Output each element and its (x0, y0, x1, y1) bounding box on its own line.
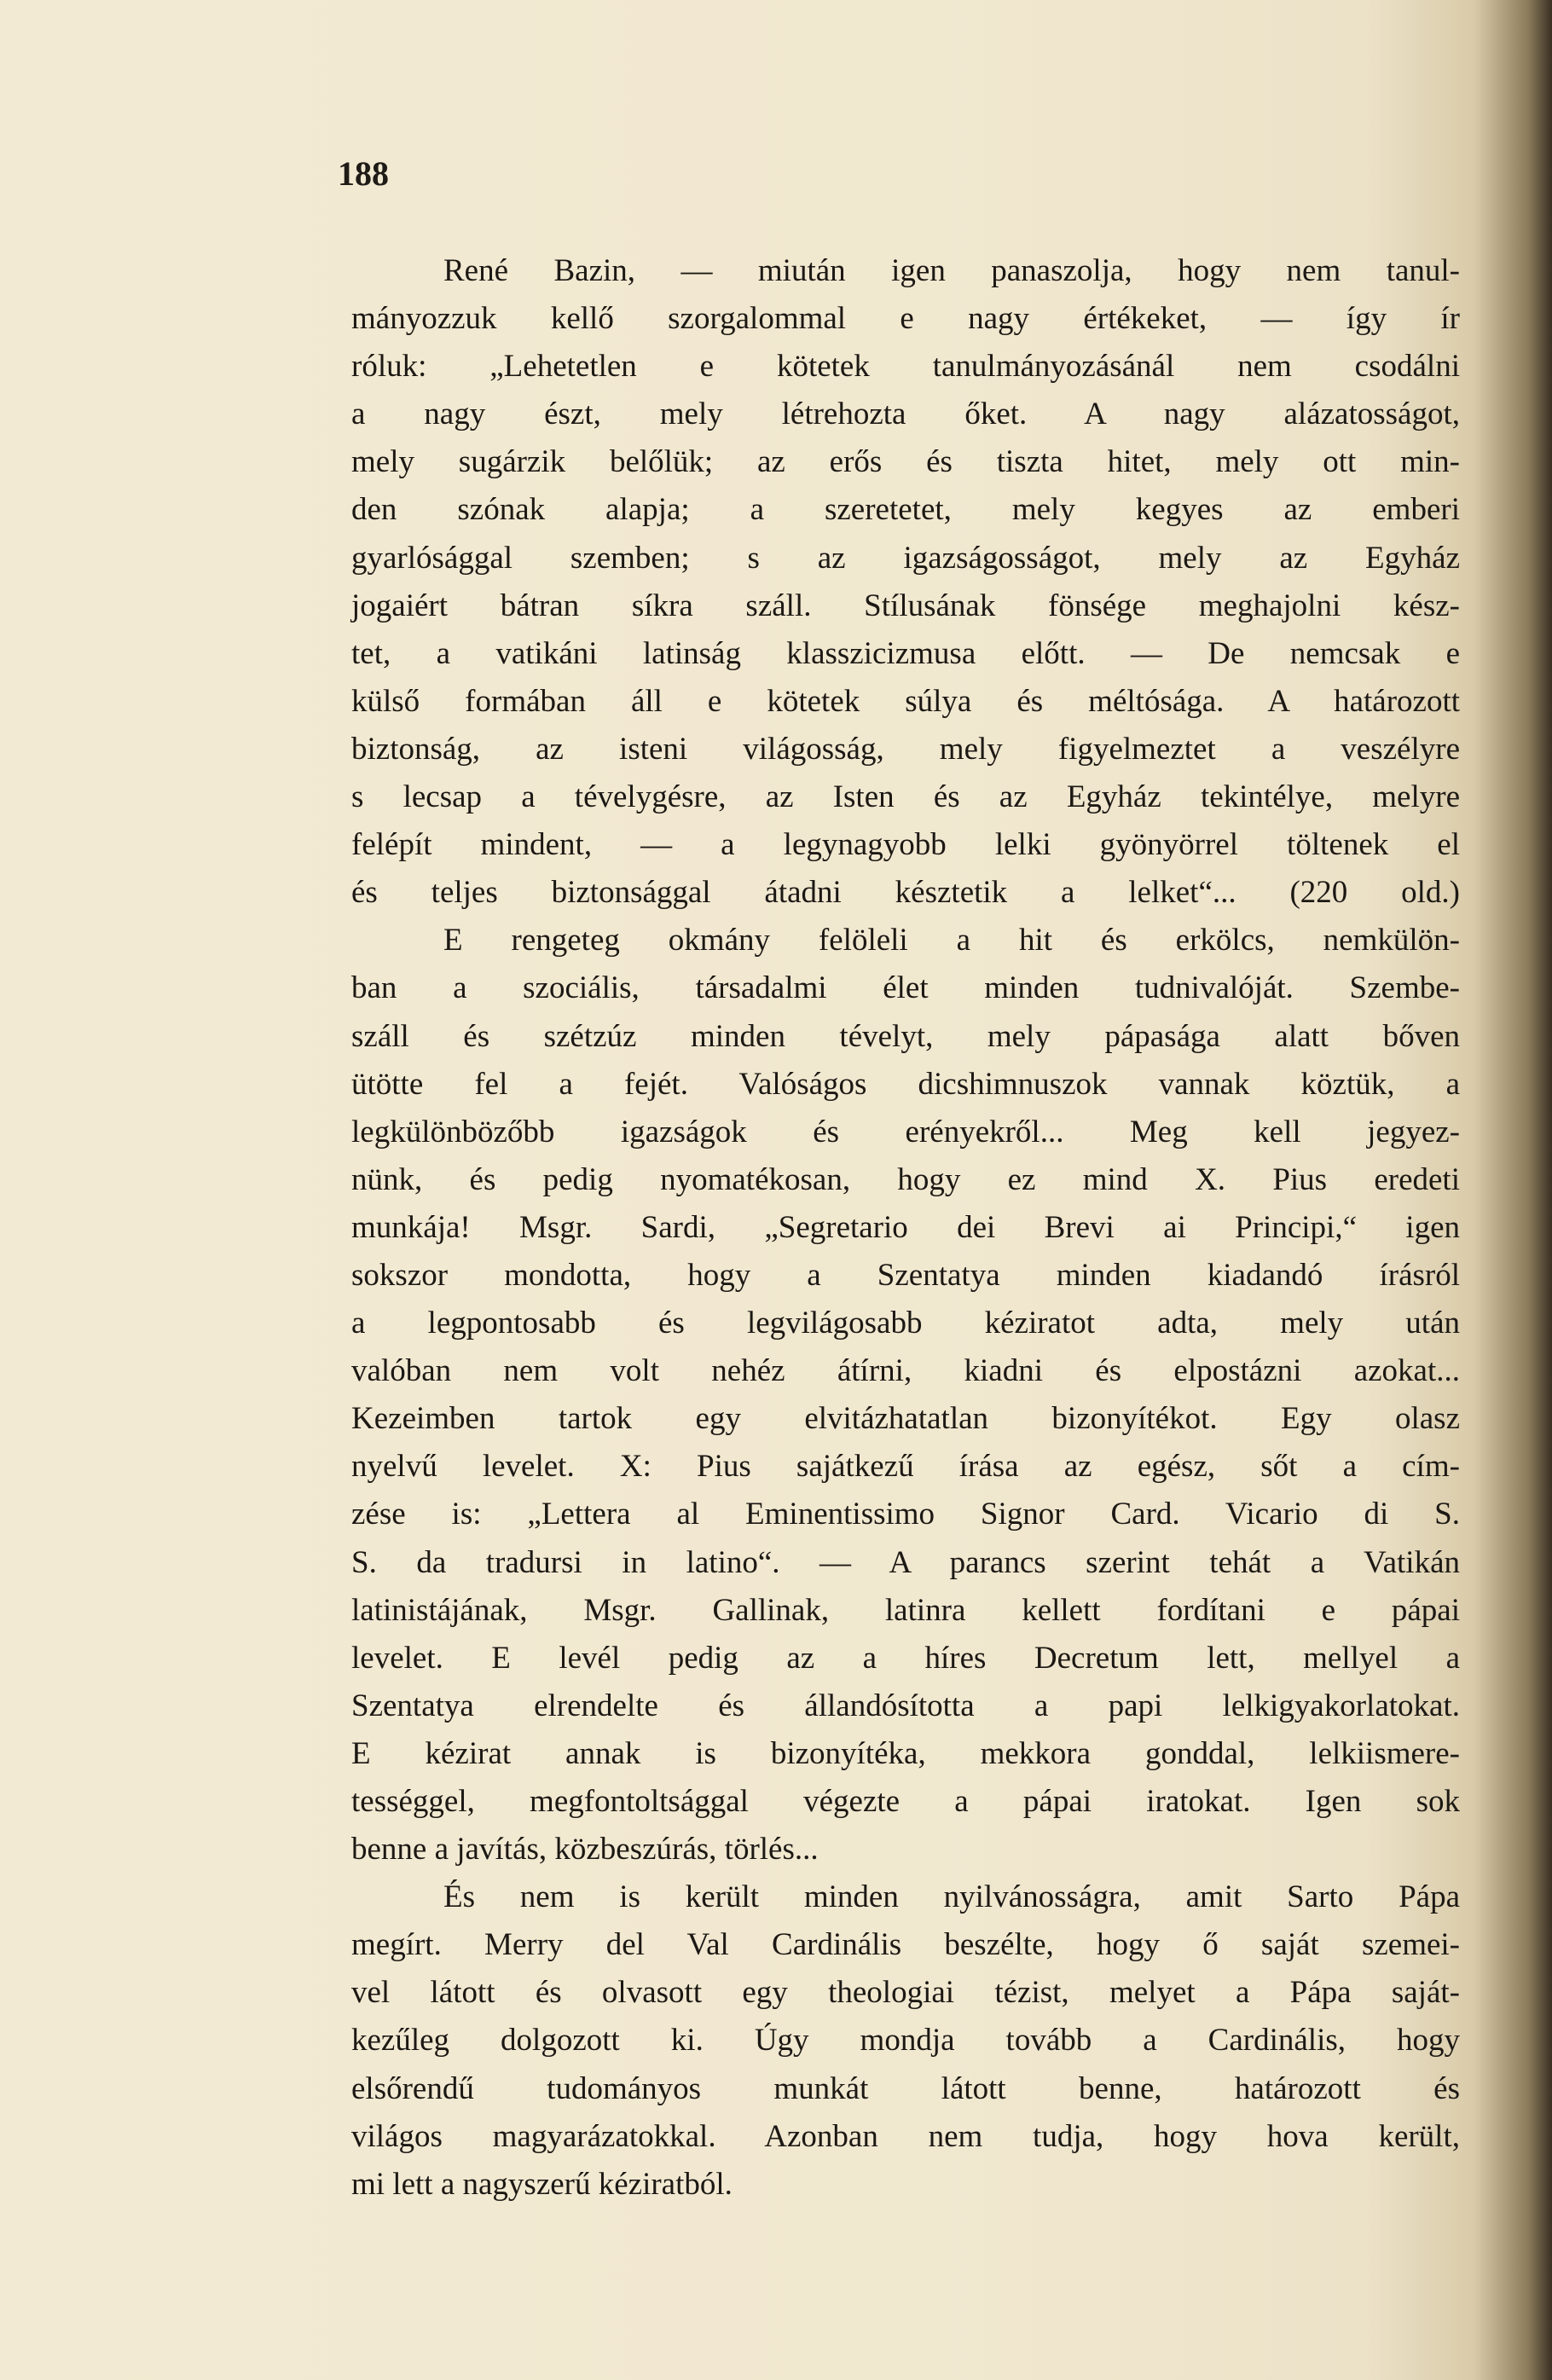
text-line: ban a szociális, társadalmi élet minden tudnivalóját. Szembe- (351, 970, 1460, 1006)
text-line: mányozzuk kellő szorgalommal e nagy értékeket, — így ír (351, 301, 1460, 337)
text-line: Kezeimben tartok egy elvitázhatatlan bizonyítékot. Egy olasz (351, 1401, 1460, 1437)
text-line: valóban nem volt nehéz átírni, kiadni és elpostázni azokat... (351, 1353, 1460, 1389)
text-line: felépít mindent, — a legynagyobb lelki gyönyörrel töltenek el (351, 827, 1460, 863)
text-line: száll és szétzúz minden tévelyt, mely pápasága alatt bőven (351, 1018, 1460, 1054)
text-line: levelet. E levél pedig az a híres Decretum lett, mellyel a (351, 1640, 1460, 1676)
text-line: E kézirat annak is bizonyítéka, mekkora gonddal, lelkiismere- (351, 1735, 1460, 1771)
body-text (351, 247, 1460, 2209)
text-line: zése is: „Lettera al Eminentissimo Signor Card. Vicario di S. (351, 1497, 1460, 1532)
text-line: elsőrendű tudományos munkát látott benne, határozott és (351, 2070, 1460, 2106)
text-line: den szónak alapja; a szeretetet, mely kegyes az emberi (351, 492, 1460, 528)
text-line: biztonság, az isteni világosság, mely figyelmeztet a veszélyre (351, 731, 1460, 767)
text-line: S. da tradursi in latino“. — A parancs szerint tehát a Vatikán (351, 1544, 1460, 1580)
text-line: megírt. Merry del Val Cardinális beszélte, hogy ő saját szemei- (351, 1927, 1460, 1963)
text-line: és teljes biztonsággal átadni késztetik a lelket“... (220 old.) (351, 875, 1460, 911)
text-line: tet, a vatikáni latinság klasszicizmusa előtt. — De nemcsak e (351, 635, 1460, 671)
text-line: latinistájának, Msgr. Gallinak, latinra kellett fordítani e pápai (351, 1592, 1460, 1628)
text-line: E rengeteg okmány felöleli a hit és erkölcs, nemkülön- (443, 923, 1460, 958)
page-number: 188 (338, 154, 389, 193)
text-line: sokszor mondotta, hogy a Szentatya minden kiadandó írásról (351, 1257, 1460, 1293)
text-line: tességgel, megfontoltsággal végezte a pápai iratokat. Igen sok (351, 1784, 1460, 1819)
text-line: ütötte fel a fejét. Valóságos dicshimnuszok vannak köztük, a (351, 1066, 1460, 1102)
text-line: róluk: „Lehetetlen e kötetek tanulmányozásánál nem csodálni (351, 349, 1460, 385)
text-line: külső formában áll e kötetek súlya és méltósága. A határozott (351, 683, 1460, 719)
text-line: munkája! Msgr. Sardi, „Segretario dei Brevi ai Principi,“ igen (351, 1209, 1460, 1245)
text-line: s lecsap a tévelygésre, az Isten és az Egyház tekintélye, melyre (351, 779, 1460, 815)
text-line: kezűleg dolgozott ki. Úgy mondja tovább a Cardinális, hogy (351, 2023, 1460, 2059)
text-line: nyelvű levelet. X: Pius sajátkezű írása az egész, sőt a cím- (351, 1449, 1460, 1485)
text-line: a nagy észt, mely létrehozta őket. A nagy alázatosságot, (351, 397, 1460, 432)
text-line: nünk, és pedig nyomatékosan, hogy ez mind X. Pius eredeti (351, 1161, 1460, 1197)
text-line: vel látott és olvasott egy theologiai tézist, melyet a Pápa saját- (351, 1975, 1460, 2011)
text-line: benne a javítás, közbeszúrás, törlés... (351, 1832, 819, 1868)
text-line: mi lett a nagyszerű kéziratból. (351, 2166, 733, 2202)
text-line: legkülönbözőbb igazságok és erényekről... Meg kell jegyez- (351, 1114, 1460, 1149)
text-line: világos magyarázatokkal. Azonban nem tudja, hogy hova került, (351, 2118, 1460, 2154)
text-line: És nem is került minden nyilvánosságra, amit Sarto Pápa (443, 1879, 1460, 1915)
text-line: jogaiért bátran síkra száll. Stílusának fönsége meghajolni kész- (351, 588, 1460, 623)
text-line: mely sugárzik belőlük; az erős és tiszta hitet, mely ott min- (351, 444, 1460, 480)
text-line: René Bazin, — miután igen panaszolja, hogy nem tanul- (443, 253, 1460, 288)
text-line: gyarlósággal szemben; s az igazságosságot, mely az Egyház (351, 540, 1460, 576)
text-line: Szentatya elrendelte és állandósította a papi lelkigyakorlatokat. (351, 1688, 1460, 1723)
text-line: a legpontosabb és legvilágosabb kéziratot adta, mely után (351, 1306, 1460, 1341)
